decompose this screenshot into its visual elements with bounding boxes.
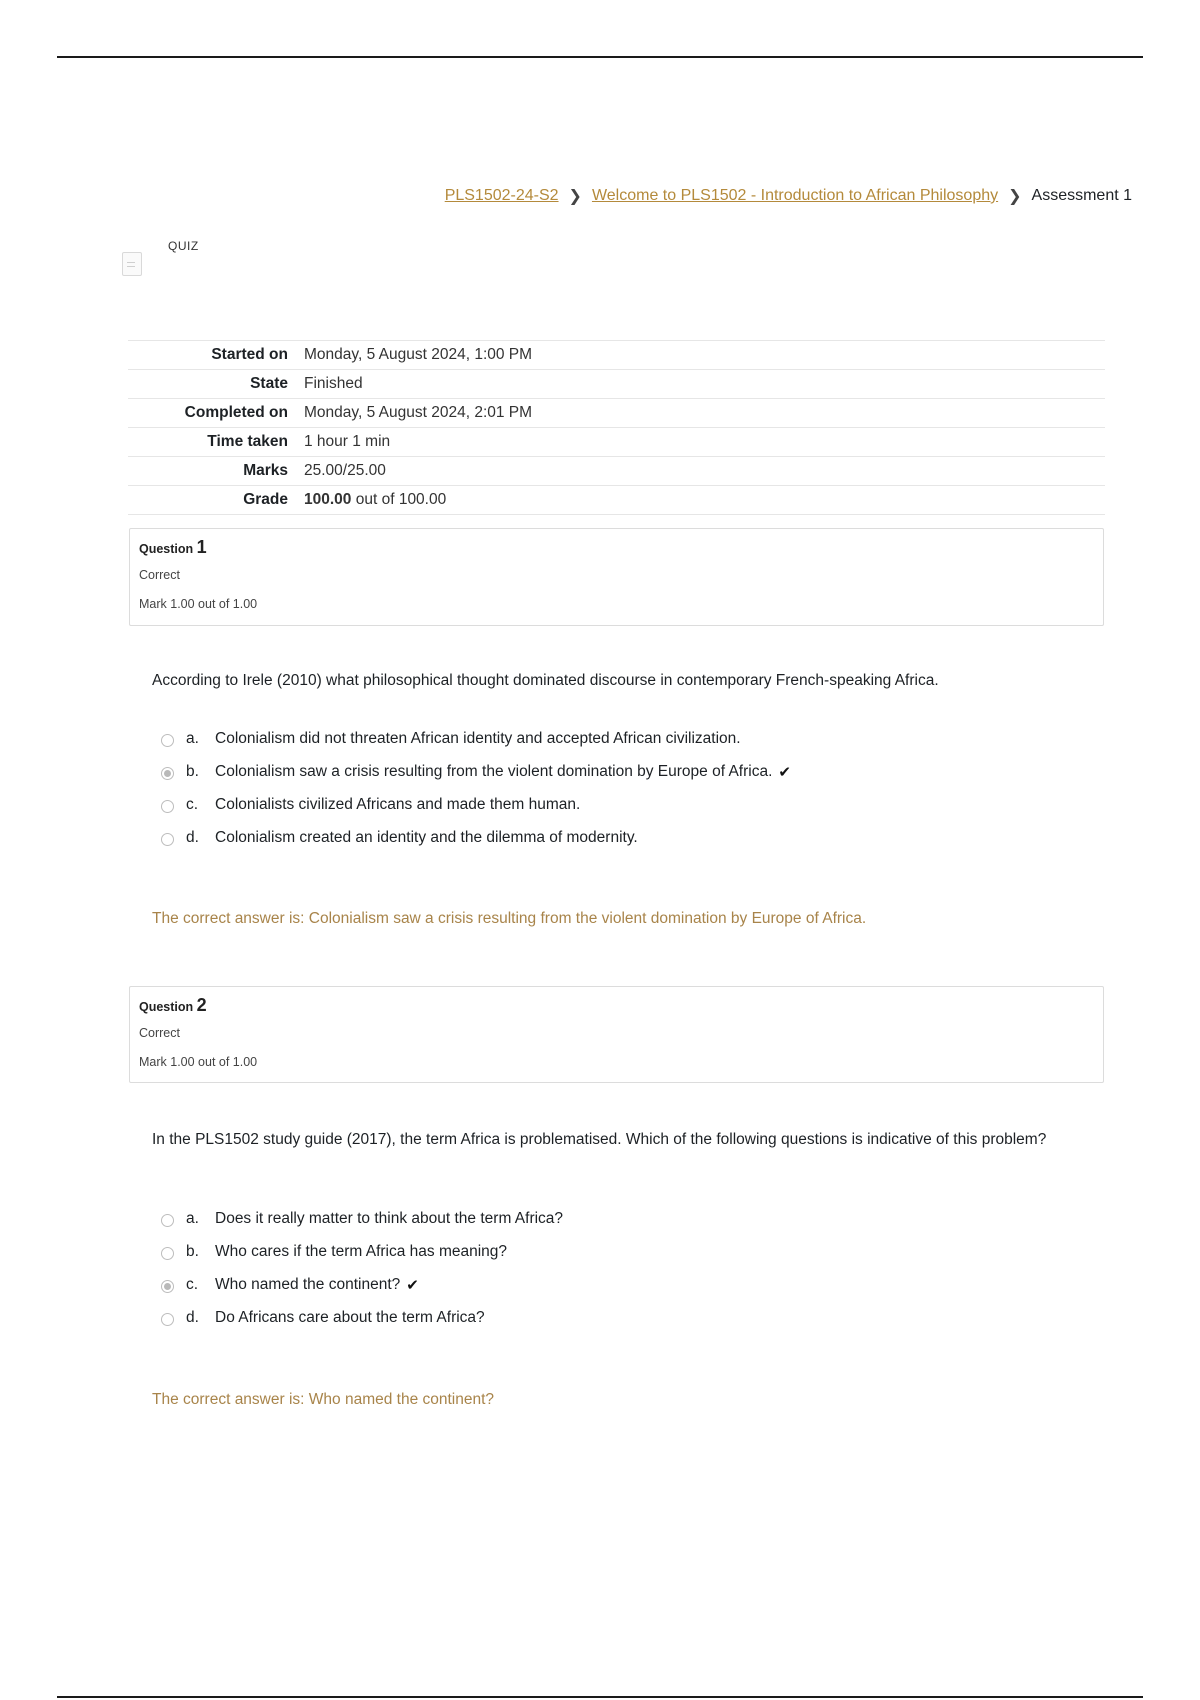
radio-button[interactable]: [161, 833, 174, 846]
summary-row-started: [128, 341, 1105, 370]
time-taken-label: Time taken: [207, 433, 288, 450]
answer-option-c[interactable]: [161, 788, 1061, 821]
question-text-1: According to Irele (2010) what philosophical thought dominated discourse in contemporary French-speaking Africa.: [152, 672, 939, 689]
grade-value: [304, 486, 1105, 515]
question-mark: Mark 1.00 out of 1.00: [139, 1055, 258, 1069]
chevron-right-icon: ❯: [568, 188, 582, 205]
answer-text: Do Africans care about the term Africa?: [215, 1308, 485, 1326]
question-state: Correct: [139, 568, 180, 582]
breadcrumb: [445, 186, 1132, 206]
state-label: State: [250, 375, 288, 392]
question-label: Question: [139, 1000, 194, 1014]
quiz-label: QUIZ: [168, 239, 199, 253]
question-text-2: In the PLS1502 study guide (2017), the term Africa is problematised. Which of the following questions is indicative of this problem?: [152, 1131, 1047, 1148]
grade-label: Grade: [243, 491, 288, 508]
summary-row-grade: [128, 486, 1105, 515]
question-number-value: 1: [196, 537, 207, 557]
answer-letter: c.: [186, 795, 199, 813]
state-value: Finished: [304, 375, 363, 392]
answer-letter: b.: [186, 762, 199, 780]
summary-row-completed: [128, 399, 1105, 428]
answer-text: Colonialism created an identity and the dilemma of modernity.: [215, 828, 638, 846]
chevron-right-icon: ❯: [1008, 188, 1022, 205]
answer-option-d[interactable]: [161, 821, 1061, 854]
answer-letter: b.: [186, 1242, 199, 1260]
answer-text: Colonialism saw a crisis resulting from the violent domination by Europe of Africa.: [215, 762, 773, 780]
radio-button[interactable]: [161, 1247, 174, 1260]
radio-button[interactable]: [161, 734, 174, 747]
radio-button[interactable]: [161, 1313, 174, 1326]
radio-button[interactable]: [161, 1214, 174, 1227]
answer-letter: d.: [186, 1308, 199, 1326]
question-state: Correct: [139, 1026, 180, 1040]
answer-list-1: [161, 722, 1061, 854]
grade-out-of: out of 100.00: [355, 491, 447, 508]
answer-option-a[interactable]: [161, 722, 1061, 755]
answer-option-c[interactable]: [161, 1268, 1061, 1301]
summary-row-state: [128, 370, 1105, 399]
question-number-value: 2: [196, 995, 207, 1015]
answer-letter: c.: [186, 1275, 199, 1293]
answer-letter: a.: [186, 1209, 199, 1227]
breadcrumb-section-link[interactable]: Welcome to PLS1502 - Introduction to African Philosophy: [591, 187, 999, 204]
time-taken-value: 1 hour 1 min: [304, 433, 391, 450]
summary-row-marks: [128, 457, 1105, 486]
question-info-1: [129, 528, 1104, 626]
marks-label: Marks: [243, 462, 288, 479]
radio-button[interactable]: [161, 800, 174, 813]
answer-option-b[interactable]: [161, 1235, 1061, 1268]
answer-text: Does it really matter to think about the term Africa?: [215, 1209, 564, 1227]
answer-letter: d.: [186, 828, 199, 846]
breadcrumb-current: Assessment 1: [1031, 187, 1132, 204]
bottom-rule: [57, 1696, 1143, 1698]
answer-option-b[interactable]: [161, 755, 1061, 788]
answer-option-d[interactable]: [161, 1301, 1061, 1334]
answer-list-2: [161, 1202, 1061, 1334]
answer-text: Who cares if the term Africa has meaning?: [215, 1242, 508, 1260]
top-rule: [57, 56, 1143, 58]
marks-value: 25.00/25.00: [304, 462, 386, 479]
question-info-2: [129, 986, 1104, 1083]
completed-on-value: Monday, 5 August 2024, 2:01 PM: [304, 404, 533, 421]
checkmark-icon: ✔: [406, 1276, 419, 1294]
correct-answer-feedback-1: The correct answer is: Colonialism saw a crisis resulting from the violent domination by Europe of Africa.: [152, 910, 867, 927]
started-on-value: Monday, 5 August 2024, 1:00 PM: [304, 346, 533, 363]
question-label: Question: [139, 542, 194, 556]
answer-text: Who named the continent?: [215, 1275, 401, 1293]
started-on-label: Started on: [211, 346, 288, 363]
correct-answer-feedback-2: The correct answer is: Who named the continent?: [152, 1391, 495, 1408]
completed-on-label: Completed on: [184, 404, 288, 421]
radio-button-selected[interactable]: [161, 767, 174, 780]
answer-text: Colonialism did not threaten African identity and accepted African civilization.: [215, 729, 741, 747]
question-number: [139, 537, 1094, 558]
radio-button-selected[interactable]: [161, 1280, 174, 1293]
grade-score: 100.00: [304, 491, 352, 508]
quiz-icon: [122, 252, 142, 276]
summary-row-time: [128, 428, 1105, 457]
attempt-summary-table: [128, 340, 1105, 515]
question-number: [139, 995, 1094, 1016]
answer-letter: a.: [186, 729, 199, 747]
answer-option-a[interactable]: [161, 1202, 1061, 1235]
answer-text: Colonialists civilized Africans and made them human.: [215, 795, 581, 813]
question-mark: Mark 1.00 out of 1.00: [139, 597, 258, 611]
checkmark-icon: ✔: [778, 763, 791, 781]
breadcrumb-course-link[interactable]: PLS1502-24-S2: [444, 187, 559, 204]
